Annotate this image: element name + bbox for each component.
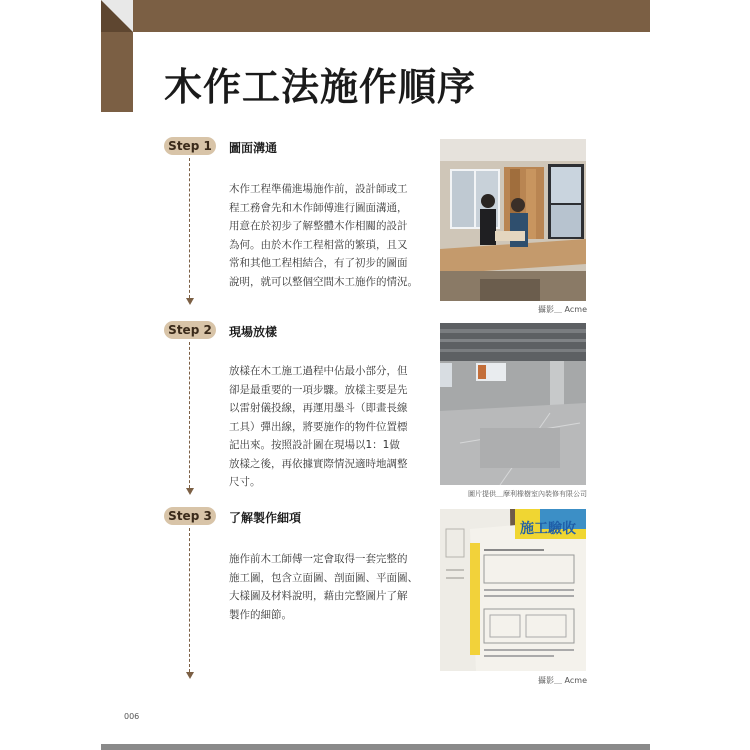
text-line: 記出來。按照設計圖在現場以1：1做 [229, 439, 400, 451]
text-line: 製作的細節。 [229, 608, 292, 621]
step-1-caption: 攝影＿ Acme [538, 305, 587, 314]
step-3-description [229, 550, 419, 624]
text-line: 為何。由於木作工程相當的繁瑣，且又 [229, 238, 408, 251]
text-line: 施作前木工師傅一定會取得一套完整的 [229, 553, 408, 565]
step-3-badge: Step 3 [164, 507, 216, 525]
text-line: 施工圖，包含立面圖、剖面圖、平面圖、 [229, 571, 418, 584]
step-3-arrow-icon [186, 672, 194, 679]
text-line: 放樣之後，再依據實際情況適時地調整 [229, 457, 408, 470]
step-3-photo [440, 509, 586, 671]
step-2-arrow-icon [186, 488, 194, 495]
step-1-connector [189, 158, 190, 298]
step-2-title: 現場放樣 [229, 325, 278, 339]
step-1-arrow-icon [186, 298, 194, 305]
header-band [101, 0, 650, 32]
page-number: 006 [124, 712, 140, 721]
step-3-connector [189, 528, 190, 672]
step-1-title: 圖面溝通 [229, 141, 278, 155]
page-corner-fold [101, 0, 133, 32]
text-line: 卻是最重要的一項步驟。放樣主要是先 [229, 383, 408, 396]
text-line: 尺寸。 [229, 476, 261, 488]
text-line: 程工務會先和木作師傅進行圖面溝通， [229, 201, 408, 214]
text-line: 放樣在木工施工過程中佔最小部分，但 [229, 365, 408, 377]
text-line: 工具）彈出線，將要施作的物件位置標 [229, 420, 408, 433]
text-line: 木作工程準備進場施作前，設計師或工 [229, 183, 408, 195]
step-3-title: 了解製作細項 [229, 511, 302, 525]
step-2-badge: Step 2 [164, 321, 216, 339]
step-1-badge: Step 1 [164, 137, 216, 155]
book-cover-text: 施工驗收 [520, 521, 576, 537]
text-line: 大樣圖及材料說明，藉由完整圖片了解 [229, 590, 408, 602]
step-1-photo [440, 139, 586, 301]
step-1-description [229, 180, 419, 291]
step-2-description [229, 362, 419, 492]
text-line: 用意在於初步了解整體木作相關的設計 [229, 220, 408, 232]
text-line: 說明，就可以整個空間木工施作的情況。 [229, 275, 418, 288]
page-title: 木作工法施作順序 [164, 65, 477, 109]
page [101, 0, 650, 750]
step-2-connector [189, 342, 190, 488]
step-2-photo [440, 323, 586, 485]
text-line: 以雷射儀投線，再運用墨斗（即畫長線 [229, 402, 408, 414]
step-3-caption: 攝影＿ Acme [538, 676, 587, 685]
step-2-caption: 圖片提供＿摩利橡樹室內裝修有限公司 [468, 490, 587, 498]
text-line: 常和其他工程相結合，有了初步的圖面 [229, 257, 408, 269]
footer-band [101, 744, 650, 750]
